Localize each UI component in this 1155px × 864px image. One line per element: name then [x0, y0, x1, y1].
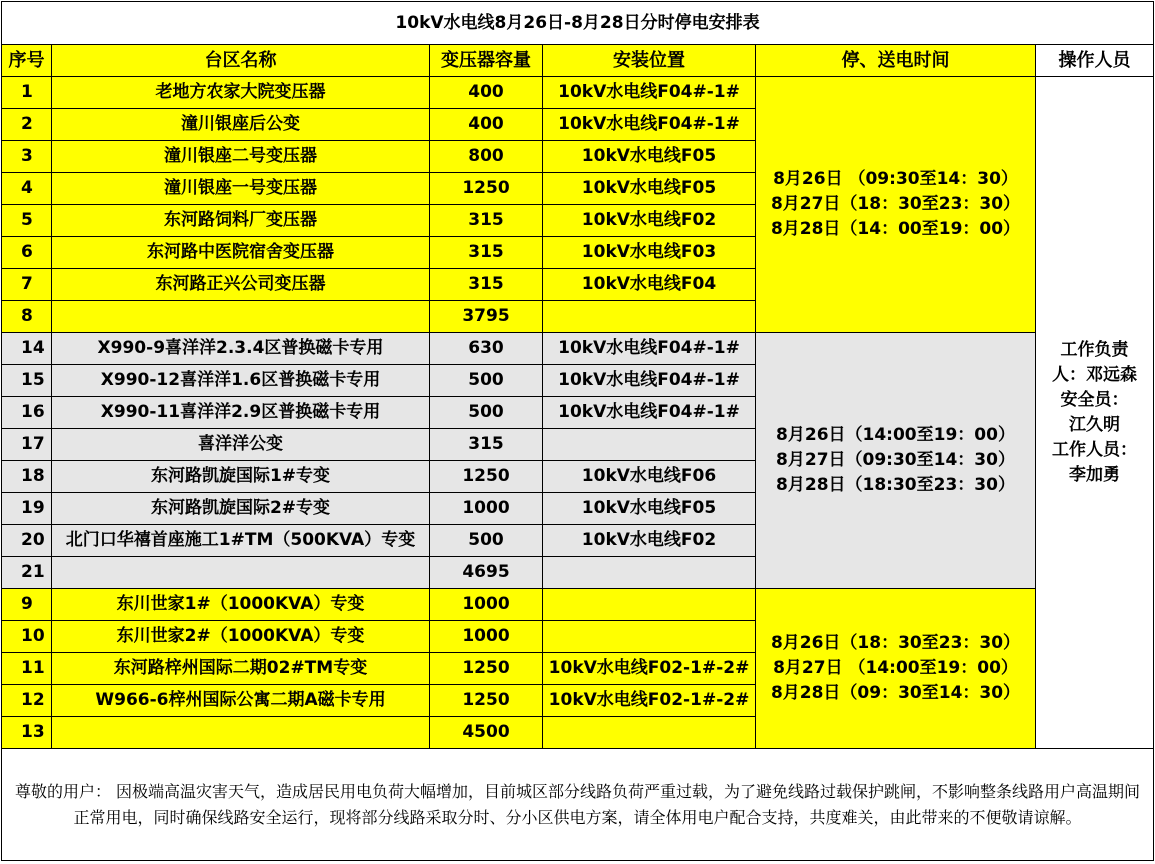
header-name: 台区名称: [52, 45, 430, 77]
row-capacity: 315: [430, 205, 543, 237]
row-seq: 13: [2, 717, 52, 749]
row-seq: 8: [2, 301, 52, 333]
operator-line: 安全员：: [1060, 389, 1129, 410]
row-location: 10kV水电线F04: [543, 269, 756, 301]
row-capacity: 630: [430, 333, 543, 365]
row-seq: 9: [2, 589, 52, 621]
row-capacity: 1250: [430, 461, 543, 493]
row-station-name: 喜洋洋公变: [52, 429, 430, 461]
group-outage-time: [756, 589, 1036, 749]
row-location: 10kV水电线F02: [543, 205, 756, 237]
header-row: [2, 45, 1154, 77]
outage-time-line: 8月26日（14:00至19：00）: [776, 425, 1015, 445]
row-station-name: X990-12喜洋洋1.6区普换磁卡专用: [52, 365, 430, 397]
row-station-name: X990-9喜洋洋2.3.4区普换磁卡专用: [52, 333, 430, 365]
row-station-name: 潼川银座一号变压器: [52, 173, 430, 205]
row-capacity: 3795: [430, 301, 543, 333]
row-location: [543, 429, 756, 461]
row-capacity: 1250: [430, 653, 543, 685]
row-station-name: [52, 557, 430, 589]
row-station-name: W966-6梓州国际公寓二期A磁卡专用: [52, 685, 430, 717]
row-seq: 5: [2, 205, 52, 237]
row-location: [543, 589, 756, 621]
row-station-name: 东河路梓州国际二期02#TM专变: [52, 653, 430, 685]
outage-time-line: 8月28日（09：30至14：30）: [770, 683, 1021, 703]
row-location: 10kV水电线F04#-1#: [543, 77, 756, 109]
row-seq: 2: [2, 109, 52, 141]
title-row: [2, 2, 1154, 45]
row-station-name: 东川世家1#（1000KVA）专变: [52, 589, 430, 621]
row-location: 10kV水电线F02: [543, 525, 756, 557]
row-seq: 11: [2, 653, 52, 685]
row-seq: 19: [2, 493, 52, 525]
row-location: 10kV水电线F05: [543, 141, 756, 173]
row-capacity: 1250: [430, 685, 543, 717]
table-row: [2, 333, 1154, 365]
row-location: [543, 301, 756, 333]
row-location: [543, 621, 756, 653]
operator-line: 工作人员：: [1052, 439, 1137, 460]
row-station-name: [52, 717, 430, 749]
row-location: 10kV水电线F06: [543, 461, 756, 493]
group-outage-time: [756, 333, 1036, 589]
row-station-name: X990-11喜洋洋2.9区普换磁卡专用: [52, 397, 430, 429]
row-location: 10kV水电线F02-1#-2#: [543, 685, 756, 717]
row-location: [543, 557, 756, 589]
row-seq: 7: [2, 269, 52, 301]
row-capacity: 800: [430, 141, 543, 173]
notice-row: [2, 749, 1154, 861]
header-seq: 序号: [2, 45, 52, 77]
row-station-name: [52, 301, 430, 333]
row-location: 10kV水电线F02-1#-2#: [543, 653, 756, 685]
row-capacity: 500: [430, 525, 543, 557]
row-seq: 4: [2, 173, 52, 205]
row-location: 10kV水电线F03: [543, 237, 756, 269]
table-title: 10kV水电线8月26日-8月28日分时停电安排表: [2, 2, 1154, 45]
row-station-name: 潼川银座后公变: [52, 109, 430, 141]
row-capacity: 400: [430, 109, 543, 141]
operators-cell: [1036, 77, 1154, 749]
row-location: 10kV水电线F04#-1#: [543, 397, 756, 429]
row-location: 10kV水电线F04#-1#: [543, 333, 756, 365]
row-station-name: 东川世家2#（1000KVA）专变: [52, 621, 430, 653]
row-capacity: 1000: [430, 493, 543, 525]
row-seq: 21: [2, 557, 52, 589]
row-capacity: 4695: [430, 557, 543, 589]
group-outage-time: [756, 77, 1036, 333]
header-ops: 操作人员: [1036, 45, 1154, 77]
outage-time-line: 8月28日（14：00至19：00）: [770, 219, 1021, 239]
row-seq: 18: [2, 461, 52, 493]
outage-time-line: 8月26日 （09:30至14：30）: [773, 169, 1018, 189]
row-seq: 12: [2, 685, 52, 717]
outage-time-line: 8月27日（18：30至23：30）: [770, 194, 1021, 214]
row-location: 10kV水电线F04#-1#: [543, 109, 756, 141]
outage-schedule-table: [1, 1, 1154, 861]
row-station-name: 老地方农家大院变压器: [52, 77, 430, 109]
row-capacity: 400: [430, 77, 543, 109]
row-station-name: 东河路正兴公司变压器: [52, 269, 430, 301]
row-seq: 3: [2, 141, 52, 173]
outage-time-line: 8月27日（09:30至14：30）: [776, 450, 1015, 470]
row-capacity: 500: [430, 397, 543, 429]
outage-time-line: 8月28日（18:30至23：30）: [776, 475, 1015, 495]
row-seq: 15: [2, 365, 52, 397]
table-row: [2, 77, 1154, 109]
operator-line: 工作负责: [1060, 339, 1129, 360]
row-capacity: 1250: [430, 173, 543, 205]
row-station-name: 潼川银座二号变压器: [52, 141, 430, 173]
row-capacity: 315: [430, 269, 543, 301]
outage-time-line: 8月26日（18：30至23：30）: [770, 633, 1021, 653]
customer-notice: 尊敬的用户： 因极端高温灾害天气，造成居民用电负荷大幅增加，目前城区部分线路负荷严重过载，为了避免线路过载保护跳闸，不影响整条线路用户高温期间正常用电，同时确保线路安全运行，现将部分线路采取分时、分小区供电方案，请全体用电户配合支持，共度难关，由此带来的不便敬请谅解。: [2, 749, 1154, 861]
row-seq: 16: [2, 397, 52, 429]
header-location: 安装位置: [543, 45, 756, 77]
row-station-name: 东河路饲料厂变压器: [52, 205, 430, 237]
row-seq: 14: [2, 333, 52, 365]
row-location: 10kV水电线F04#-1#: [543, 365, 756, 397]
row-seq: 17: [2, 429, 52, 461]
operator-line: 江久明: [1069, 414, 1120, 435]
outage-time-line: 8月27日 （14:00至19：00）: [773, 658, 1018, 678]
row-capacity: 315: [430, 429, 543, 461]
row-seq: 1: [2, 77, 52, 109]
row-station-name: 北门口华禧首座施工1#TM（500KVA）专变: [52, 525, 430, 557]
row-capacity: 315: [430, 237, 543, 269]
table-row: [2, 589, 1154, 621]
row-location: 10kV水电线F05: [543, 493, 756, 525]
row-capacity: 1000: [430, 621, 543, 653]
row-capacity: 1000: [430, 589, 543, 621]
row-seq: 6: [2, 237, 52, 269]
row-seq: 10: [2, 621, 52, 653]
operator-line: 人：邓远森: [1052, 364, 1137, 385]
header-capacity: 变压器容量: [430, 45, 543, 77]
operator-line: 李加勇: [1069, 464, 1120, 485]
header-time: 停、送电时间: [756, 45, 1036, 77]
row-capacity: 4500: [430, 717, 543, 749]
row-location: [543, 717, 756, 749]
row-station-name: 东河路中医院宿舍变压器: [52, 237, 430, 269]
row-station-name: 东河路凯旋国际1#专变: [52, 461, 430, 493]
row-capacity: 500: [430, 365, 543, 397]
row-location: 10kV水电线F05: [543, 173, 756, 205]
row-seq: 20: [2, 525, 52, 557]
row-station-name: 东河路凯旋国际2#专变: [52, 493, 430, 525]
